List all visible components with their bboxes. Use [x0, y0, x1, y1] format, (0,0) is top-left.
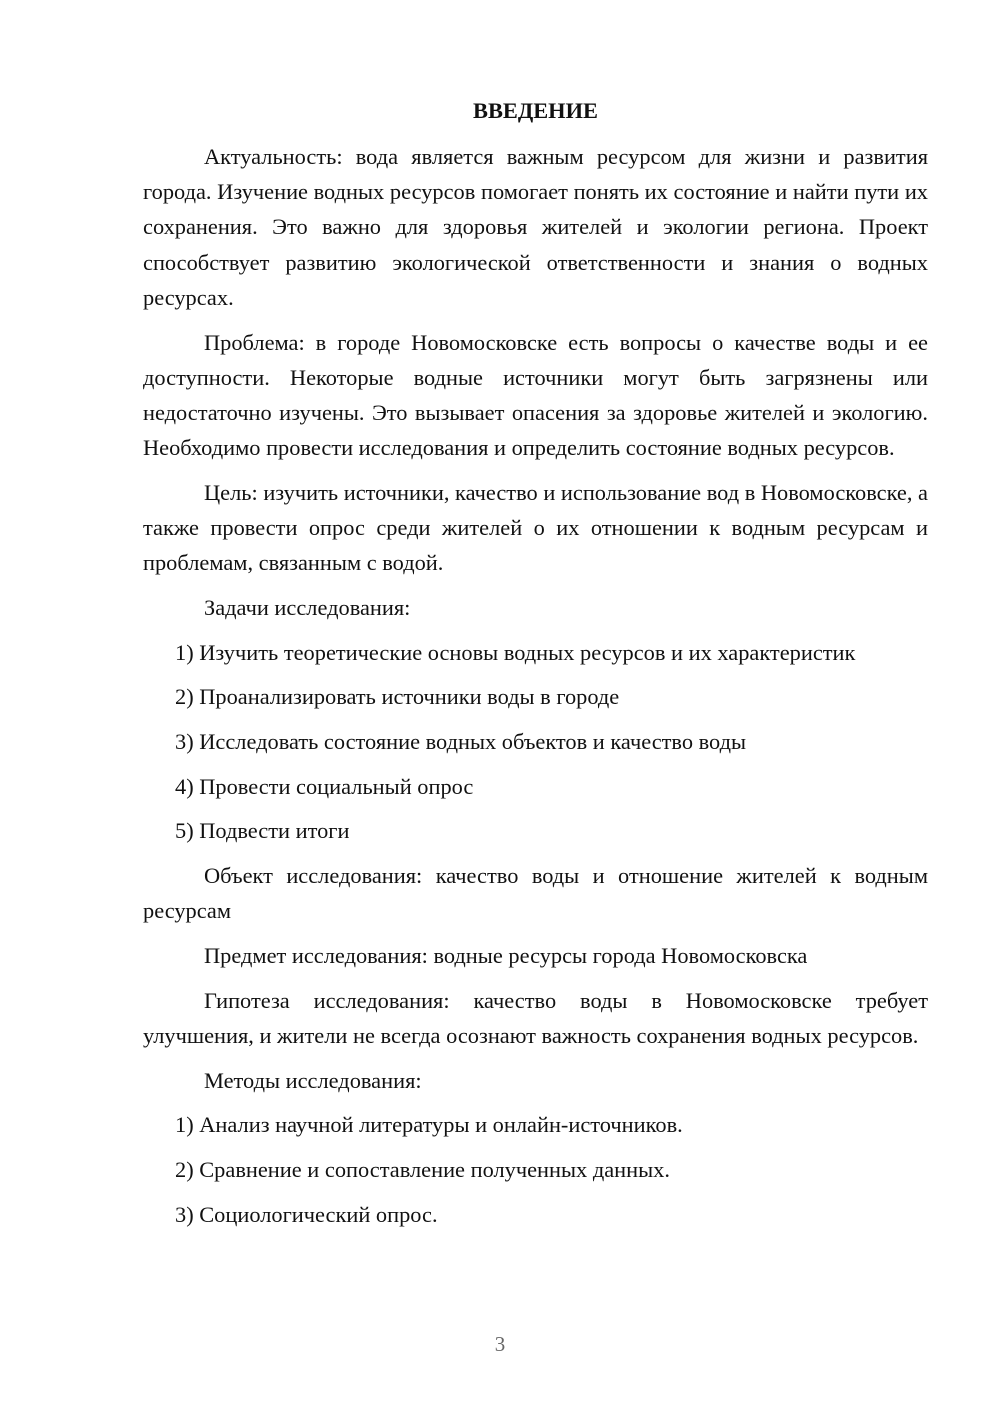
page-number: 3 [494, 1332, 506, 1356]
list-item: 1) Изучить теоретические основы водных ресурсов и их характеристик [175, 639, 856, 665]
section-title: ВВЕДЕНИЕ [473, 98, 598, 123]
list-item: 2) Сравнение и сопоставление полученных данных. [175, 1157, 670, 1183]
relevance-paragraph: Актуальность: вода является важным ресурсом для жизни и развития города. Изучение водных ресурсов помогает понять их состояние и найти пути их сохранения. Это важно для здоровья жителей и экологии региона. Проект способствует развитию экологической ответственности и знания о водных ресурсах. [143, 144, 928, 310]
tasks-list [143, 635, 928, 849]
problem-paragraph: Проблема: в городе Новомосковске есть вопросы о качестве воды и ее доступности. Некоторые водные источники могут быть загрязнены или недостаточно изучены. Это вызывает опасения за здоровье жителей и экологию. Необходимо провести исследования и определить состояние водных ресурсов. [143, 329, 928, 461]
tasks-heading: Задачи исследования: [204, 594, 411, 620]
list-item: 2) Проанализировать источники воды в городе [175, 684, 620, 710]
goal-paragraph: Цель: изучить источники, качество и использование вод в Новомосковске, а также провести опрос среди жителей о их отношении к водным ресурсам и проблемам, связанным с водой. [143, 479, 928, 576]
methods-heading: Методы исследования: [204, 1067, 422, 1093]
object-paragraph: Объект исследования: качество воды и отношение жителей к водным ресурсам [143, 863, 928, 924]
list-item: 3) Исследовать состояние водных объектов и качество воды [175, 729, 747, 755]
list-item: 1) Анализ научной литературы и онлайн-источников. [175, 1112, 683, 1138]
hypothesis-paragraph: Гипотеза исследования: качество воды в Новомосковске требует улучшения, и жители не всегда осознают важность сохранения водных ресурсов. [143, 987, 928, 1048]
methods-list [143, 1107, 928, 1232]
document-page [143, 92, 928, 1241]
list-item: 4) Провести социальный опрос [175, 773, 474, 799]
list-item: 3) Социологический опрос. [175, 1201, 438, 1227]
list-item: 5) Подвести итоги [175, 818, 350, 844]
subject-paragraph: Предмет исследования: водные ресурсы города Новомосковска [204, 943, 808, 969]
